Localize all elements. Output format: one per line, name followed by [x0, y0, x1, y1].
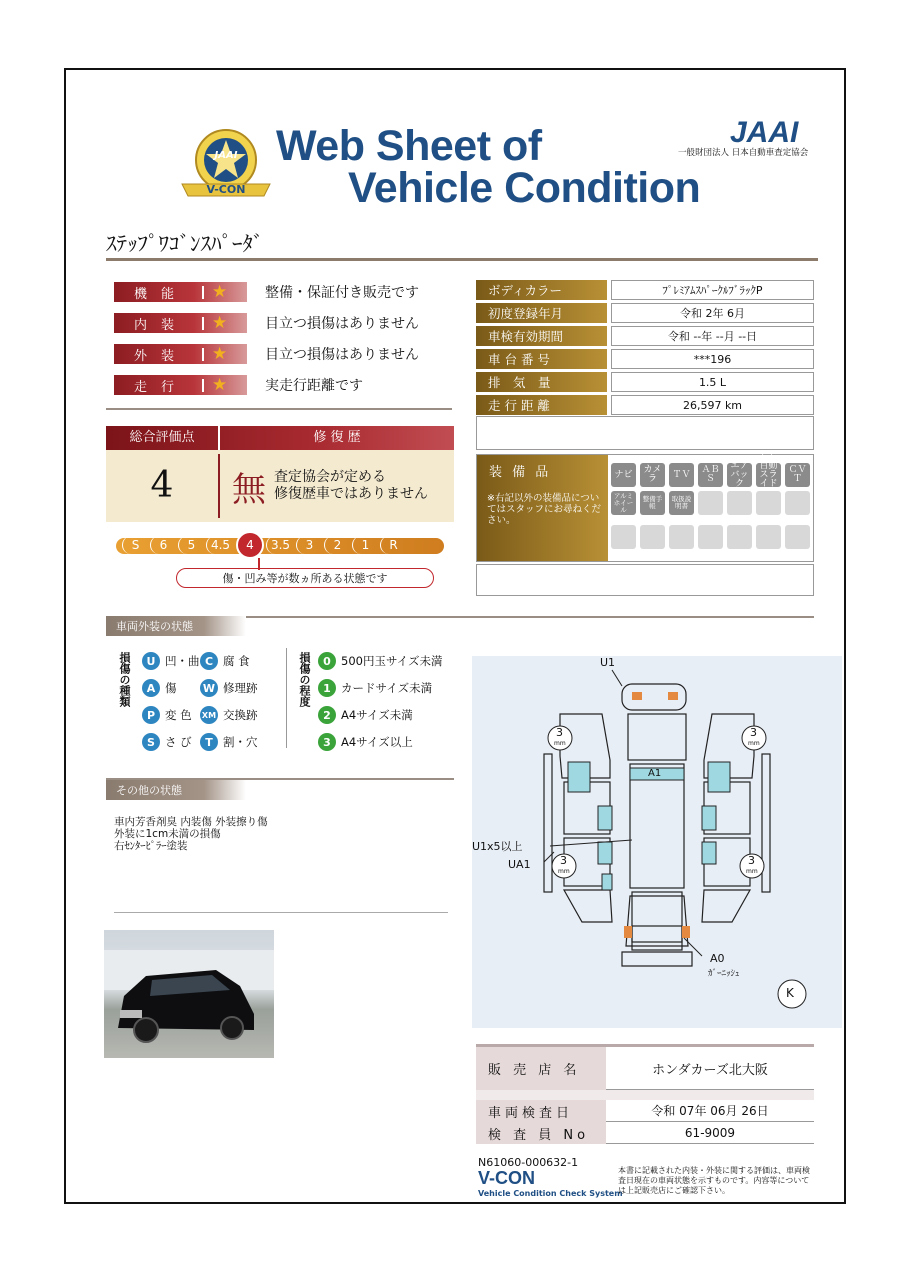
damage-type-text: 交換跡: [223, 708, 258, 722]
other-section-title: その他の状態: [106, 780, 246, 800]
page-title-line2: Vehicle Condition: [348, 164, 701, 212]
spec-label: 車 台 番 号: [476, 349, 607, 369]
scale-pointer: [258, 558, 260, 570]
tire-unit-rr: mm: [746, 868, 758, 875]
damage-degree-item: [318, 733, 443, 751]
page-title-line1: Web Sheet of: [276, 122, 542, 170]
repair-header: 修 復 歴: [313, 430, 361, 445]
equipment-slot-empty: [669, 525, 694, 549]
divider: [114, 912, 448, 913]
equipment-item: 取扱説明書: [669, 491, 694, 515]
overall-score: 4: [106, 454, 220, 518]
degree-text: カードサイズ未満: [341, 681, 433, 695]
divider: [106, 408, 452, 410]
equipment-item: ナビ: [611, 463, 636, 487]
equipment-item: 整備手帳: [640, 491, 665, 515]
inspector-value: 61-9009: [606, 1122, 814, 1144]
rating-scale: [116, 536, 446, 556]
exterior-section-title: 車両外装の状態: [106, 616, 246, 636]
equipment-item: エアバック: [727, 463, 752, 487]
condition-row: [114, 313, 474, 333]
equipment-item: カメラ: [640, 463, 665, 487]
legend-divider: [286, 648, 287, 748]
condition-list: [114, 282, 474, 395]
condition-row: [114, 282, 474, 302]
degree-label: 損傷の程度: [298, 652, 311, 707]
footer-note: 本書に記載された内装・外装に関する評価は、車両検査日現在の車両状態を示すものです。内容等については上記販売店にご確認下さい。: [618, 1166, 810, 1195]
condition-label: 機能 ★: [114, 282, 247, 302]
damage-code-badge: A: [142, 679, 160, 697]
badge-center-text: JAAI: [214, 150, 238, 161]
tire-depth-fl: 3: [556, 726, 563, 739]
damage-code-badge: XM: [200, 706, 218, 724]
damage-type-item: [142, 652, 200, 670]
equipment-blank-box: [476, 564, 814, 596]
damage-code-badge: U: [142, 652, 160, 670]
scale-item: 1: [352, 536, 378, 554]
condition-row: [114, 344, 474, 364]
degree-code-badge: 1: [318, 679, 336, 697]
label-garnish: ｶﾞｰﾆｯｼｭ: [708, 969, 740, 979]
degree-text: A4サイズ以上: [341, 735, 413, 749]
damage-code-badge: W: [200, 679, 218, 697]
spec-row: [476, 395, 814, 415]
tire-depth-rl: 3: [560, 854, 567, 867]
footer-vcon-logo: V-CON: [478, 1168, 536, 1188]
tire-unit-rl: mm: [558, 868, 570, 875]
label-a0: A0: [710, 952, 725, 965]
badge-vcon-text: V-CON: [206, 183, 246, 196]
equipment-item: 左右自動スライド: [756, 463, 781, 487]
vehicle-outline-diagram: [472, 656, 842, 1028]
label-ua1: UA1: [508, 858, 531, 871]
repair-text-1: 査定協会が定める: [274, 469, 386, 485]
condition-text: 目立つ損傷はありません: [265, 316, 419, 332]
scale-item: 5: [178, 536, 204, 554]
other-note-line: 右ｾﾝﾀｰﾋﾟﾗｰ塗装: [114, 840, 188, 852]
scale-item: R: [380, 536, 406, 554]
damage-degree-item: [318, 706, 443, 724]
damage-type-text: さ び: [165, 735, 192, 749]
damage-code-badge: S: [142, 733, 160, 751]
equipment-slot-empty: [785, 491, 810, 515]
inspector-label: 検 査 員 No: [476, 1122, 606, 1144]
damage-code-badge: P: [142, 706, 160, 724]
label-a1: A1: [648, 768, 662, 779]
spec-label: 走 行 距 離: [476, 395, 607, 415]
degree-text: A4サイズ未満: [341, 708, 413, 722]
shop-name-row: [476, 1044, 814, 1090]
spec-label: 車検有効期間: [476, 326, 607, 346]
label-u1: U1: [600, 656, 616, 669]
damage-type-item: [200, 706, 262, 724]
footer-vcon-sub: Vehicle Condition Check System: [478, 1189, 623, 1198]
scale-item: 6: [150, 536, 176, 554]
spec-table: [476, 280, 814, 418]
equipment-item: ＴＶ: [669, 463, 694, 487]
spec-value: 1.5 L: [611, 372, 814, 392]
inspection-date-row: [476, 1100, 814, 1122]
tire-unit-fl: mm: [554, 740, 566, 747]
spec-label: ボディカラー: [476, 280, 607, 300]
damage-type-item: [142, 679, 200, 697]
condition-label: 走行 ★: [114, 375, 247, 395]
spec-label: 初度登録年月: [476, 303, 607, 323]
spec-label: 排 気 量: [476, 372, 607, 392]
scale-item: 3: [296, 536, 322, 554]
spec-value: ﾌﾟﾚﾐｱﾑｽﾊﾟｰｸﾙﾌﾞﾗｯｸP: [611, 280, 814, 300]
spec-row: [476, 280, 814, 300]
shop-name-label: 販 売 店 名: [476, 1047, 606, 1090]
car-model-name: ｽﾃｯﾌﾟﾜｺﾞﾝｽﾊﾟｰﾀﾞ: [106, 232, 264, 256]
equipment-slot-empty: [785, 525, 810, 549]
tire-unit-fr: mm: [748, 740, 760, 747]
star-icon: ★: [212, 281, 228, 302]
damage-type-text: 凹・曲: [165, 654, 200, 668]
damage-degree-legend: [298, 652, 458, 762]
vehicle-condition-sheet: [64, 68, 846, 1204]
inspection-date-value: 令和 07年 06月 26日: [606, 1100, 814, 1122]
scale-item: 3.5: [266, 536, 294, 554]
damage-type-item: [142, 733, 200, 751]
scale-item-selected: 4: [236, 531, 264, 559]
inspection-date-label: 車両検査日: [476, 1100, 606, 1122]
scale-item: 2: [324, 536, 350, 554]
spec-row: [476, 303, 814, 323]
condition-text: 目立つ損傷はありません: [265, 347, 419, 363]
degree-code-badge: 3: [318, 733, 336, 751]
spec-row: [476, 372, 814, 392]
equipment-note: ※右記以外の装備品についてはスタッフにお尋ねください。: [487, 493, 602, 526]
damage-type-text: 割・穴: [223, 735, 258, 749]
damage-code-badge: T: [200, 733, 218, 751]
damage-degree-item: [318, 652, 443, 670]
rating-body: [106, 450, 454, 522]
inspector-row: [476, 1122, 814, 1144]
condition-label: 外装 ★: [114, 344, 247, 364]
damage-type-text: 修理跡: [223, 681, 258, 695]
star-icon: ★: [212, 343, 228, 364]
spec-row: [476, 349, 814, 369]
damage-diagram: [472, 656, 842, 1028]
equipment-slot-empty: [698, 525, 723, 549]
rating-box: [106, 426, 454, 522]
equipment-item: アルミホイール: [611, 491, 636, 515]
equipment-title: 装 備 品: [489, 465, 552, 480]
equipment-item: ＣＶＴ: [785, 463, 810, 487]
label-k: K: [786, 986, 794, 1000]
tire-depth-rr: 3: [748, 854, 755, 867]
equipment-slot-empty: [611, 525, 636, 549]
condition-text: 実走行距離です: [265, 378, 363, 394]
vcon-badge: [176, 126, 276, 206]
equipment-box: [476, 451, 814, 562]
condition-text: 整備・保証付き販売です: [265, 285, 419, 301]
damage-type-item: [200, 679, 262, 697]
star-icon: ★: [212, 374, 228, 395]
equipment-slot-empty: [727, 491, 752, 515]
damage-type-text: 傷: [165, 681, 177, 695]
type-label: 損傷の種類: [118, 652, 131, 707]
equipment-slot-empty: [727, 525, 752, 549]
condition-label: 内装 ★: [114, 313, 247, 333]
scale-item: S: [122, 536, 148, 554]
scale-note-text: 傷・凹み等が数ヵ所ある状態です: [222, 572, 388, 585]
divider: [106, 258, 818, 261]
other-note-line: 外装に1cm未満の損傷: [114, 828, 221, 840]
equipment-slot-empty: [756, 525, 781, 549]
rating-header: [106, 426, 454, 450]
footer-code: N61060-000632-1: [478, 1156, 579, 1169]
score-header: 総合評価点: [106, 426, 220, 450]
spec-blank-box: [476, 416, 814, 450]
vehicle-photo: [104, 930, 274, 1058]
degree-code-badge: 0: [318, 652, 336, 670]
car-photo-icon: [104, 930, 274, 1058]
degree-code-badge: 2: [318, 706, 336, 724]
damage-type-item: [142, 706, 200, 724]
jaai-logo: JAAI: [730, 116, 799, 149]
spec-value: 令和 2年 6月: [611, 303, 814, 323]
repair-status-kanji: 無: [232, 469, 266, 510]
other-notes: [114, 816, 268, 852]
tire-depth-fr: 3: [750, 726, 757, 739]
equipment-slot-empty: [640, 525, 665, 549]
spec-value: ***196: [611, 349, 814, 369]
spec-row: [476, 326, 814, 346]
spec-value: 令和 --年 --月 --日: [611, 326, 814, 346]
jaai-subtitle: 一般財団法人 日本自動車査定協会: [678, 148, 809, 158]
damage-type-legend: [118, 652, 298, 762]
scale-item: 4.5: [206, 536, 234, 554]
equipment-slot-empty: [698, 491, 723, 515]
shop-info: [476, 1044, 814, 1144]
condition-row: [114, 375, 474, 395]
damage-code-badge: C: [200, 652, 218, 670]
damage-type-item: [200, 652, 262, 670]
equipment-item: ＡＢＳ: [698, 463, 723, 487]
scale-note: [176, 568, 434, 588]
star-icon: ★: [212, 312, 228, 333]
repair-text-2: 修復歴車ではありません: [274, 486, 428, 502]
damage-type-item: [200, 733, 262, 751]
degree-text: 500円玉サイズ未満: [341, 654, 443, 668]
damage-type-text: 腐 食: [223, 654, 250, 668]
damage-degree-item: [318, 679, 443, 697]
shop-name-value: ホンダカーズ北大阪: [606, 1047, 814, 1090]
spec-value: 26,597 km: [611, 395, 814, 415]
other-note-line: 車内芳香剤臭 内装傷 外装擦り傷: [114, 816, 268, 828]
equipment-slot-empty: [756, 491, 781, 515]
label-u1x5: U1x5以上: [472, 840, 523, 853]
damage-type-text: 変 色: [165, 708, 192, 722]
